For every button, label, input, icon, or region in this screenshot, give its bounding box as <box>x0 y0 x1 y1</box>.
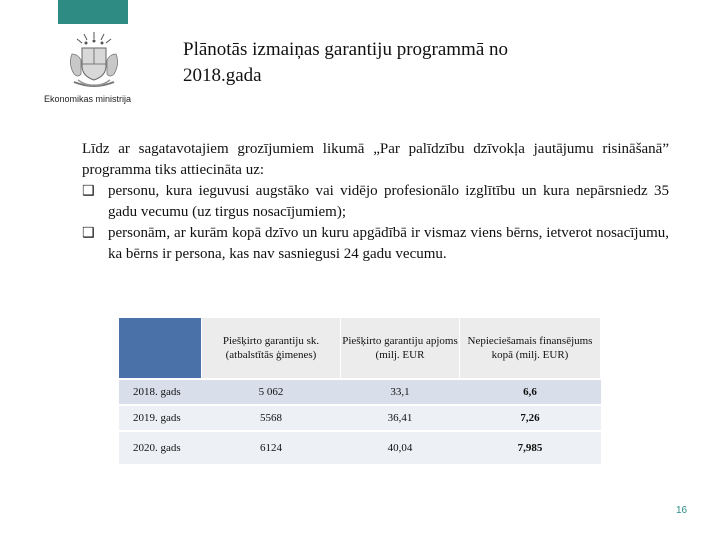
header-granted-count: Piešķirto garantiju sk. (atbalstītās ģimenes) <box>202 318 341 379</box>
body-text <box>82 139 669 265</box>
top-accent-bar <box>58 0 128 24</box>
row-count: 5568 <box>202 405 341 431</box>
row-count: 6124 <box>202 431 341 464</box>
row-volume: 33,1 <box>341 379 460 405</box>
table-row <box>119 379 601 405</box>
list-item <box>82 181 669 223</box>
row-year: 2019. gads <box>119 405 202 431</box>
ministry-logo <box>40 30 150 108</box>
coat-of-arms-icon <box>64 30 124 92</box>
list-item <box>82 223 669 265</box>
row-funding: 6,6 <box>460 379 601 405</box>
intro-paragraph: Līdz ar sagatavotajiem grozījumiem likumā „Par palīdzību dzīvokļa jautājumu risināšanā” programma tiks attiecināta uz: <box>82 141 669 178</box>
row-volume: 40,04 <box>341 431 460 464</box>
bullet-text: personu, kura ieguvusi augstāko vai vidējo profesionālo izglītību un kura nepārsniedz 35 gadu vecumu (uz tirgus nosacījumiem); <box>108 183 669 220</box>
row-funding: 7,985 <box>460 431 601 464</box>
checkbox-icon: ❑ <box>82 183 95 199</box>
header-granted-volume: Piešķirto garantiju apjoms (milj. EUR <box>341 318 460 379</box>
guarantee-table <box>119 318 601 464</box>
page-number: 16 <box>676 505 688 516</box>
row-year: 2018. gads <box>119 379 202 405</box>
table-corner-cell <box>119 318 202 379</box>
checkbox-icon: ❑ <box>82 225 95 241</box>
table-row <box>119 431 601 464</box>
header-required-funding: Nepieciešamais finansējums kopā (milj. EUR) <box>460 318 601 379</box>
row-funding: 7,26 <box>460 405 601 431</box>
table-header-row <box>119 318 601 379</box>
row-year: 2020. gads <box>119 431 202 464</box>
bullet-text: personām, ar kurām kopā dzīvo un kuru apgādībā ir vismaz viens bērns, ietverot nosacījumu, ka bērns ir persona, kas nav sasniegusi 24 gadu vecumu. <box>108 225 669 262</box>
row-volume: 36,41 <box>341 405 460 431</box>
title-line-1: Plānotās izmaiņas garantiju programmā no <box>183 39 509 60</box>
table-row <box>119 405 601 431</box>
title-line-2: 2018.gada <box>183 65 262 86</box>
row-count: 5 062 <box>202 379 341 405</box>
page-title <box>183 37 623 89</box>
ministry-name: Ekonomikas ministrija <box>44 94 132 104</box>
